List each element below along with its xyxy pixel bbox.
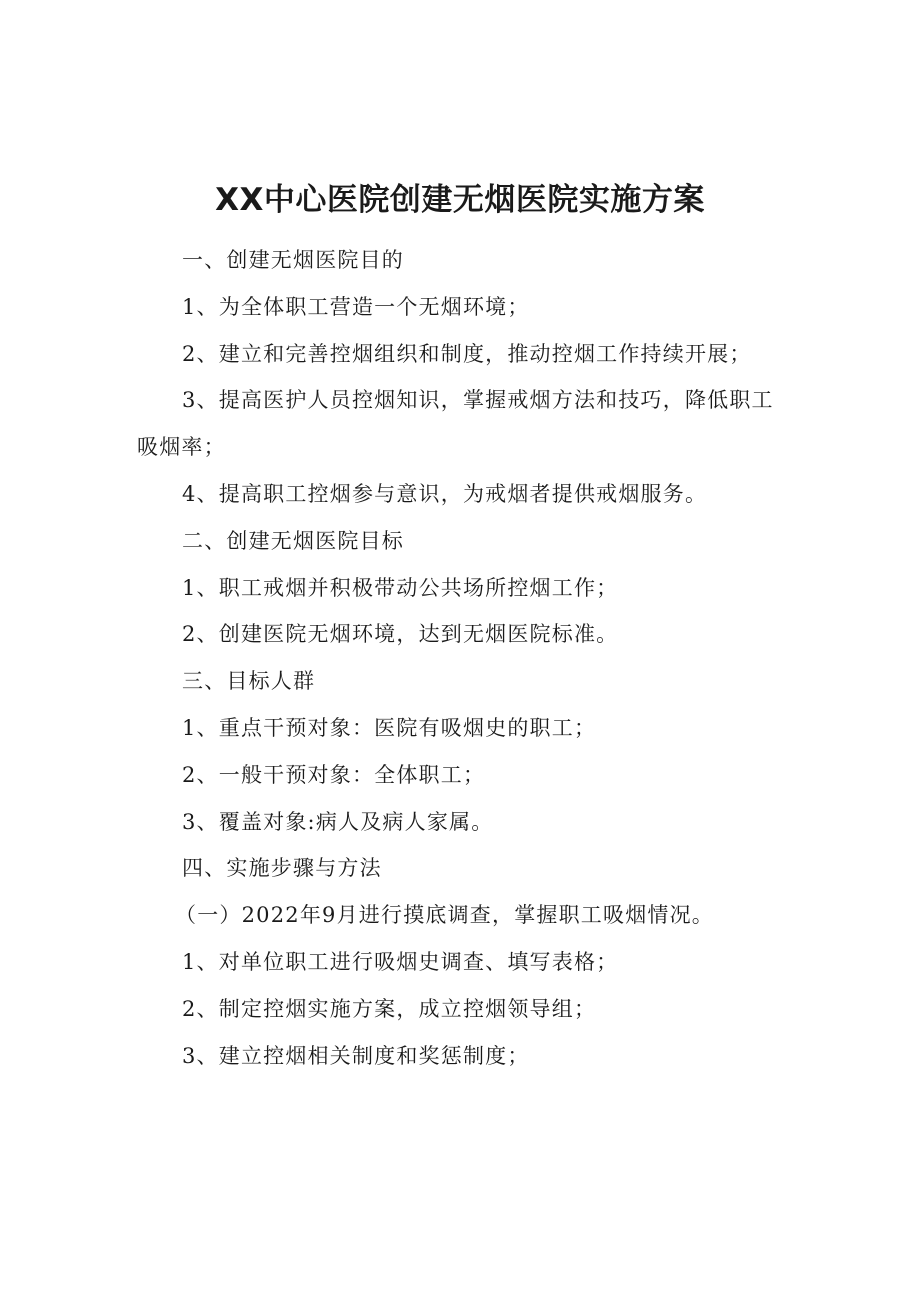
document-title: XX中心医院创建无烟医院实施方案	[215, 182, 705, 218]
paragraph-10: 1、重点干预对象：医院有吸烟史的职工；	[182, 715, 597, 740]
paragraph-5: 4、提高职工控烟参与意识，为戒烟者提供戒烟服务。	[182, 481, 708, 506]
paragraph-4: 3、提高医护人员控烟知识，掌握戒烟方法和技巧，降低职工吸烟率；	[137, 388, 774, 460]
paragraph-14: （一）2022年9月进行摸底调查，掌握职工吸烟情况。	[175, 903, 715, 928]
paragraph-13: 四、实施步骤与方法	[182, 856, 382, 881]
paragraph-16: 2、制定控烟实施方案，成立控烟领导组；	[182, 996, 597, 1021]
paragraph-6: 二、创建无烟医院目标	[182, 528, 404, 553]
document-body	[137, 237, 777, 1079]
paragraph-2: 1、为全体职工营造一个无烟环境；	[182, 294, 530, 319]
paragraph-8: 2、创建医院无烟环境，达到无烟医院标准。	[182, 622, 619, 647]
paragraph-7: 1、职工戒烟并积极带动公共场所控烟工作；	[182, 575, 619, 600]
paragraph-9: 三、目标人群	[182, 669, 316, 694]
paragraph-12: 3、覆盖对象:病人及病人家属。	[182, 809, 494, 834]
paragraph-11: 2、一般干预对象：全体职工；	[182, 762, 486, 787]
paragraph-3: 2、建立和完善控烟组织和制度，推动控烟工作持续开展；	[182, 341, 752, 366]
paragraph-1: 一、创建无烟医院目的	[182, 248, 404, 272]
paragraph-17: 3、建立控烟相关制度和奖惩制度；	[182, 1043, 530, 1068]
paragraph-15: 1、对单位职工进行吸烟史调查、填写表格；	[182, 949, 619, 974]
